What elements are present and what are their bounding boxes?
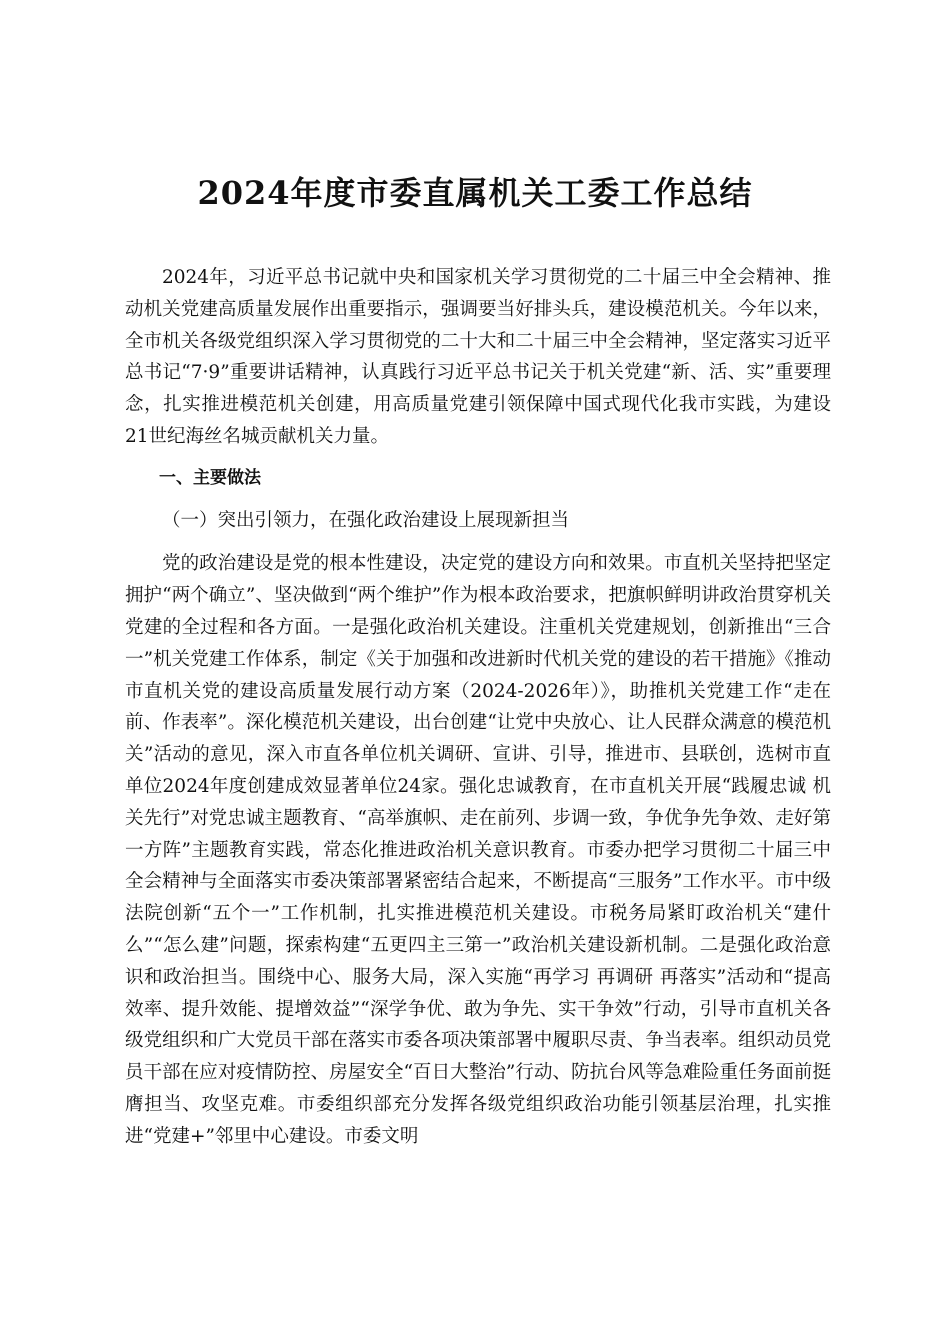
intro-paragraph: 2024年，习近平总书记就中央和国家机关学习贯彻党的二十届三中全会精神、推动机关党建高质量发展作出重要指示，强调要当好排头兵，建设模范机关。今年以来，全市机关各级党组织深入学习贯彻党的二十大和二十届三中全会精神，坚定落实习近平总书记“7·9”重要讲话精神，认真践行习近平总书记关于机关党建“新、活、实”重要理念，扎实推进模范机关创建，用高质量党建引领保障中国式现代化我市实践，为建设21世纪海丝名城贡献机关力量。 <box>125 267 831 447</box>
body-paragraph: 党的政治建设是党的根本性建设，决定党的建设方向和效果。市直机关坚持把坚定拥护“两个确立”、坚决做到“两个维护”作为根本政治要求，把旗帜鲜明讲政治贯穿机关党建的全过程和各方面。一是强化政治机关建设。注重机关党建规划，创新推出“三合一”机关党建工作体系，制定《关于加强和改进新时代机关党的建设的若干措施》《推动市直机关党的建设高质量发展行动方案（2024-2026年）》，助推机关党建工作“走在前、作表率”。深化模范机关建设，出台创建“让党中央放心、让人民群众满意的模范机关”活动的意见，深入市直各单位机关调研、宣讲、引导，推进市、县联创，选树市直单位2024年度创建成效显著单位24家。强化忠诚教育，在市直机关开展“践履忠诚 机关先行”对党忠诚主题教育、“高举旗帜、走在前列、步调一致，争优争先争效、走好第一方阵”主题教育实践，常态化推进政治机关意识教育。市委办把学习贯彻二十届三中全会精神与全面落实市委决策部署紧密结合起来，不断提高“三服务”工作水平。市中级法院创新“五个一”工作机制，扎实推进模范机关建设。市税务局紧盯政治机关“建什么”“怎么建”问题，探索构建“五更四主三第一”政治机关建设新机制。二是强化政治意识和政治担当。围绕中心、服务大局，深入实施“再学习 再调研 再落实”活动和“提高效率、提升效能、提增效益”“深学争优、敢为争先、实干争效”行动，引导市直机关各级党组织和广大党员干部在落实市委各项决策部署中履职尽责、争当表率。组织动员党员干部在应对疫情防控、房屋安全“百日大整治”行动、防抗台风等急难险重任务面前挺膺担当、攻坚克难。市委组织部充分发挥各级党组织政治功能引领基层治理，扎实推进“党建+”邻里中心建设。市委文明 <box>125 553 831 1147</box>
document-title: 2024年度市委直属机关工委工作总结 <box>197 174 753 212</box>
section-heading: 一、主要做法 <box>159 467 261 488</box>
subsection-heading: （一）突出引领力，在强化政治建设上展现新担当 <box>162 509 570 531</box>
document-body <box>125 262 831 1153</box>
